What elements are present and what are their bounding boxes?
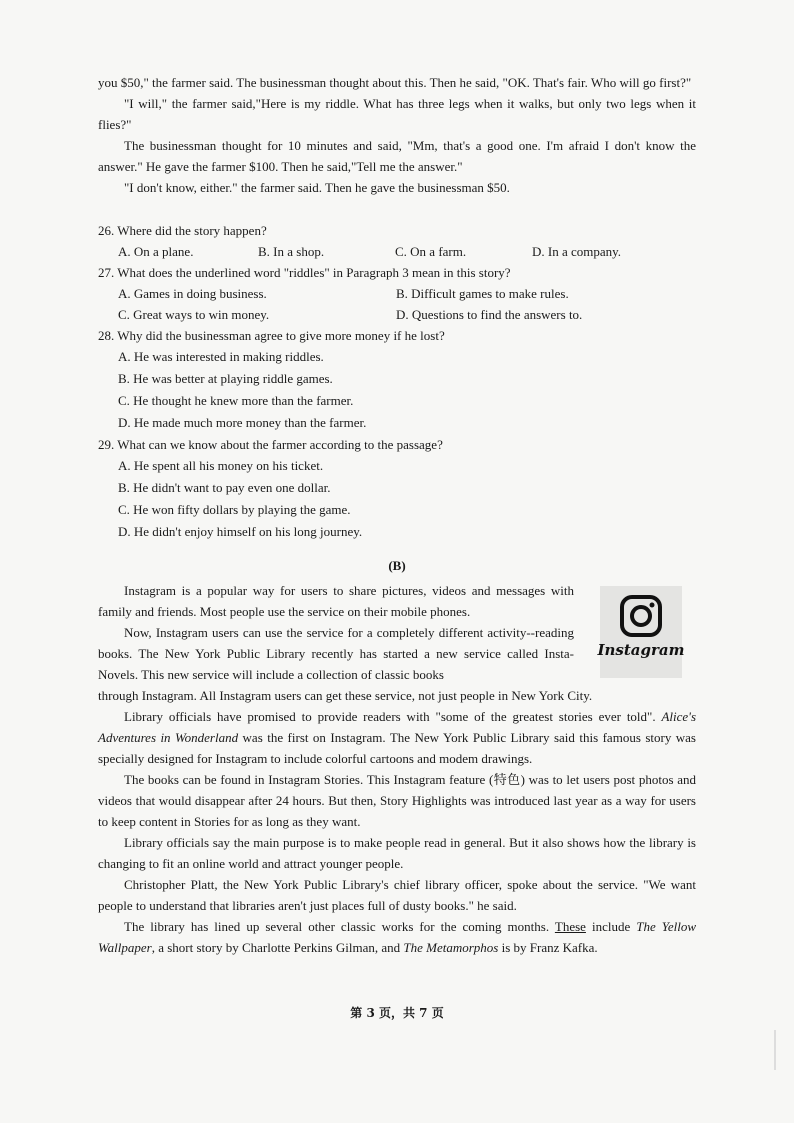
option-b: B. Difficult games to make rules. bbox=[396, 286, 569, 301]
instagram-logo-text: Instagram bbox=[597, 641, 685, 659]
p7-text-mid-2: , a short story by Charlotte Perkins Gilman, and bbox=[151, 940, 404, 955]
option-b: B. In a shop. bbox=[258, 244, 325, 259]
story-paragraph-1: you $50," the farmer said. The businessman thought about this. Then he said, "OK. That's fair. Who will go first?" bbox=[98, 75, 692, 90]
p3-text-post: was the first on Instagram. The New York Public Library said this famous story was specially designed for Instagram to include colorful cartoons and modem drawings. bbox=[98, 730, 696, 766]
option-d: D. In a company. bbox=[532, 244, 622, 259]
option-d: D. He didn't enjoy himself on his long journey. bbox=[118, 524, 363, 539]
option-d: D. He made much more money than the farmer. bbox=[118, 415, 367, 430]
p7-text-mid-1: include bbox=[585, 919, 637, 934]
question-26-options bbox=[98, 241, 696, 262]
section-b-title: (B) bbox=[388, 558, 406, 573]
page-content bbox=[98, 72, 696, 958]
option-a: A. He spent all his money on his ticket. bbox=[118, 458, 324, 473]
p7-book-title-2: The Metamorphos bbox=[403, 940, 499, 955]
option-c: C. He thought he knew more than the farmer. bbox=[118, 393, 354, 408]
option-d: D. Questions to find the answers to. bbox=[396, 307, 583, 322]
instagram-logo bbox=[597, 586, 685, 678]
option-a: A. He was interested in making riddles. bbox=[118, 349, 324, 364]
section-b-paragraph-6: Christopher Platt, the New York Public Library's chief library officer, spoke about the service. "We want people to understand that libraries aren't just places full of dusty books." he said. bbox=[98, 877, 696, 913]
option-c: C. Great ways to win money. bbox=[118, 307, 270, 322]
section-b-intro bbox=[98, 580, 696, 685]
option-b: B. He was better at playing riddle games. bbox=[118, 371, 333, 386]
section-b-paragraph-7 bbox=[98, 916, 696, 958]
section-b-paragraph-2b: through Instagram. All Instagram users can get these service, not just people in New York City. bbox=[98, 688, 593, 703]
option-c: C. He won fifty dollars by playing the game. bbox=[118, 502, 351, 517]
p7-underlined-word: These bbox=[554, 919, 586, 934]
question-27-options-row-2 bbox=[98, 304, 696, 325]
story-paragraph-3: The businessman thought for 10 minutes and said, "Mm, that's a good one. I'm afraid I don't know the answer." He gave the farmer $100. Then he said,"Tell me the answer." bbox=[98, 138, 696, 174]
p7-text-post: is by Franz Kafka. bbox=[498, 940, 598, 955]
page-number: 第 3 页，共 7 页 bbox=[350, 1006, 444, 1020]
option-c: C. On a farm. bbox=[395, 244, 467, 259]
option-a: A. Games in doing business. bbox=[118, 286, 267, 301]
question-26-stem: 26. Where did the story happen? bbox=[98, 223, 267, 238]
question-29-stem: 29. What can we know about the farmer according to the passage? bbox=[98, 437, 443, 452]
section-b-paragraph-5: Library officials say the main purpose is to make people read in general. But it also shows how the library is changing to fit an online world and attract younger people. bbox=[98, 835, 696, 871]
p3-book-title: Alice's Adventures in Wonderland bbox=[98, 709, 696, 745]
p7-text-pre: The library has lined up several other classic works for the coming months. bbox=[124, 919, 555, 934]
option-b: B. He didn't want to pay even one dollar. bbox=[118, 480, 331, 495]
instagram-icon bbox=[619, 594, 663, 638]
p7-book-title-1: The Yellow Wallpaper bbox=[98, 919, 696, 955]
question-28-stem: 28. Why did the businessman agree to give more money if he lost? bbox=[98, 328, 445, 343]
question-27-options-row-1 bbox=[98, 283, 696, 304]
question-27-stem: 27. What does the underlined word "riddles" in Paragraph 3 mean in this story? bbox=[98, 265, 511, 280]
story-paragraph-4: "I don't know, either." the farmer said. Then he gave the businessman $50. bbox=[124, 180, 510, 195]
section-b-paragraph-2a: Now, Instagram users can use the service for a completely different activity--reading books. The New York Public Library recently has started a new service called Insta-Novels. This new service will include a collection of classic books bbox=[98, 625, 574, 682]
section-b-paragraph-4: The books can be found in Instagram Stories. This Instagram feature (特色) was to let users post photos and videos that would disappear after 24 hours. But then, Story Highlights was introduced last year as a way for users to keep content in Stories for as long as they want. bbox=[98, 772, 696, 829]
option-a: A. On a plane. bbox=[118, 244, 194, 259]
story-paragraph-2: "I will," the farmer said,"Here is my riddle. What has three legs when it walks, but only two legs when it flies?" bbox=[98, 96, 696, 132]
section-b-paragraph-1: Instagram is a popular way for users to share pictures, videos and messages with family and friends. Most people use the service on their mobile phones. bbox=[98, 583, 574, 619]
p3-text-pre: Library officials have promised to provide readers with "some of the greatest stories ever told". bbox=[124, 709, 662, 724]
section-b-paragraph-3 bbox=[98, 706, 696, 769]
